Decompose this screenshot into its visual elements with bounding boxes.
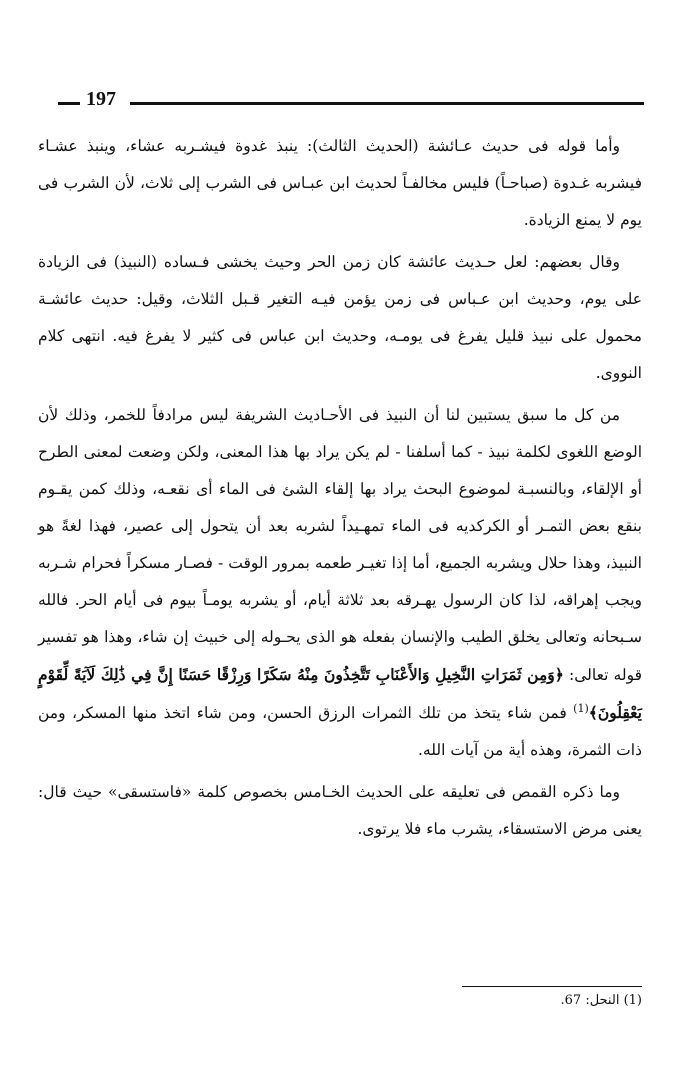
footnote-rule — [462, 986, 642, 987]
paragraph-4: وما ذكره القمص فى تعليقه على الحديث الخـامس بخصوص كلمة «فاستسقى» حيث قال: يعنى مرض الاستسقاء، يشرب ماء فلا يرتوى. — [38, 783, 642, 838]
paragraph-1: وأما قوله فى حديث عـائشة (الحديث الثالث): ينبذ غدوة فيشـربه عشاء، وينبذ عشـاء فيشربه غـدوة (صباحـاً) فليس مخالفـاً لحديث ابن عبـاس فى الشرب إلى ثلاث، لأن الشرب فى يوم لا يمنع الزيادة. — [38, 137, 642, 229]
header-dash — [58, 102, 80, 105]
footnote-reference: (1) — [573, 701, 589, 715]
header-rule — [130, 102, 644, 105]
page-header — [58, 84, 644, 114]
body-text — [38, 128, 642, 853]
paragraph-3-text: من كل ما سبق يستبين لنا أن النبيذ فى الأحـاديث الشريفة ليس مرادفاً للخمر، وذلك لأن الوضع اللغوى لكلمة نبيذ - كما أسلفنا - لم يكن يراد بها هذا المعنى، ولكن وضعت لمعنى الطرح أو الإلقاء، وبالنسبـة لموضوع البحث يراد بها إلقاء الشئ فى الماء أى نقعـه، وذلك كمن يقـوم بنقع بعض التمـر أو الكركديه فى الماء تمهـيداً لشربه بعد أن يتحول إلى عصير، فهذا لغةً هو النبيذ، وهذا حلال ويشربه الجميع، أما إذا تغيـر طعمه بمرور الوقت - فصـار مسكراً فحرام شـربه ويجب إهراقه، لذا كان الرسول يهـرقه بعد ثلاثة أيام، أو يشربه يومـاً بيوم فى أيام الحر. فالله سـبحانه وتعالى يخلق الطيب والإنسان بفعله هو الذى يحـوله إلى خبيث إن شاء، وهذا هو تفسير قوله تعالى: — [38, 406, 642, 684]
paragraph-2: وقال بعضهم: لعل حـديث عائشة كان زمن الحر وحيث يخشى فـساده (النبيذ) فى الزيادة على يوم، وحديث ابن عـباس فى زمن يؤمن فيـه التغير قـبل الثلاث، وقيل: حديث عائشـة محمول على نبيذ قليل يفرغ فى يومـه، وحديث ابن عباس فى كثير لا يفرغ فيه. انتهى كلام النووى. — [38, 253, 642, 382]
quran-verse: ﴿وَمِن ثَمَرَاتِ النَّخِيلِ وَالأَعْنَابِ تَتَّخِذُونَ مِنْهُ سَكَرًا وَرِزْقًا حَسَنًا إِنَّ فِي ذَٰلِكَ لَآيَةً لِّقَوْمٍ يَعْقِلُونَ﴾ — [38, 665, 642, 722]
paragraph-3-continuation: فمن شاء يتخذ من تلك الثمرات الرزق الحسن، ومن شاء اتخذ منها المسكر، ومن ذات الثمرة، وهذه أية من آيات الله. — [38, 704, 642, 759]
footnote: (1) النحل: 67. — [560, 993, 642, 1008]
paragraph-3 — [38, 397, 642, 769]
page-number: 197 — [86, 88, 116, 110]
